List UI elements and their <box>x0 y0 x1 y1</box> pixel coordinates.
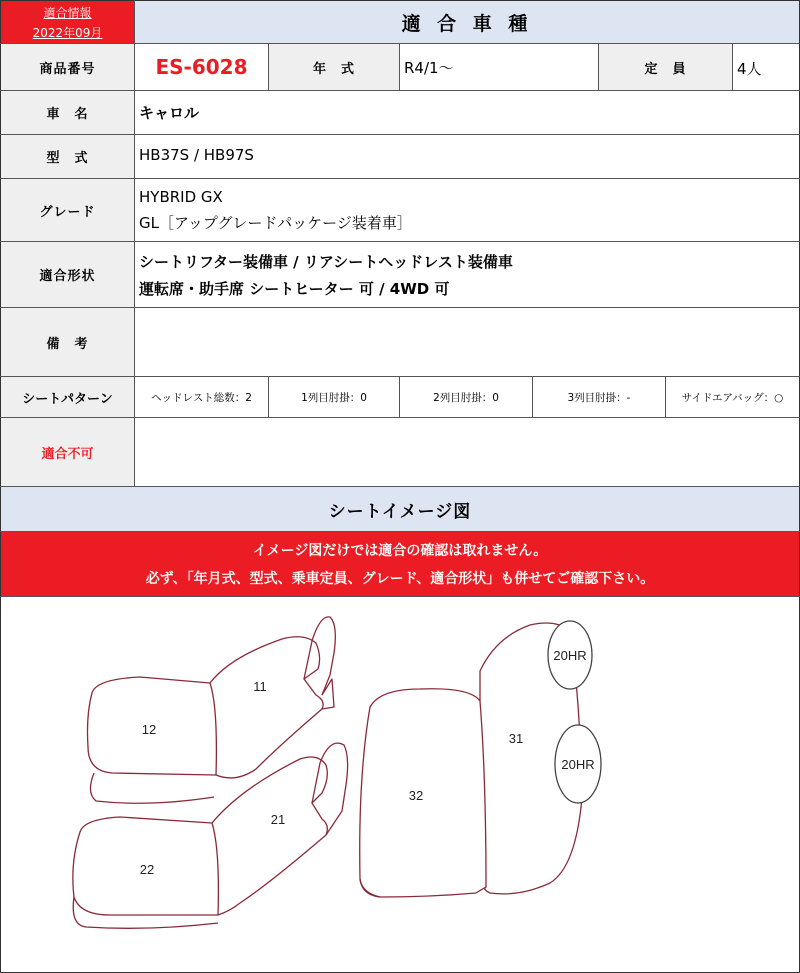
headrest-rear-top <box>312 743 348 835</box>
car-name-value: キャロル <box>139 104 200 122</box>
pattern-airbag: サイドエアバッグ：○ <box>681 391 784 404</box>
shape-value <box>135 242 799 307</box>
pattern-row2-armrest: 2列目肘掛：0 <box>433 391 499 404</box>
seat-label-12: 12 <box>141 722 157 737</box>
year-value: R4/1～ <box>404 58 454 77</box>
capacity-label: 定 員 <box>599 44 732 90</box>
headrest-label-bottom: 20HR <box>561 757 595 772</box>
pattern-row3-armrest: 3列目肘掛：- <box>567 391 631 404</box>
unfit-value <box>135 418 799 486</box>
pattern-label: シートパターン <box>1 377 134 417</box>
capacity-value: 4人 <box>737 60 762 78</box>
shape-line-2: 運転席・助手席 シートヒーター 可 / 4WD 可 <box>139 279 450 298</box>
product-code-label: 商品番号 <box>1 44 134 90</box>
seat-label-32: 32 <box>408 788 424 803</box>
grade-line-1: HYBRID GX <box>139 187 223 206</box>
grade-line-2: GL［アップグレードパッケージ装着車］ <box>139 213 412 232</box>
pattern-row1-armrest: 1列目肘掛：0 <box>301 391 367 404</box>
product-code: ES-6028 <box>155 55 248 79</box>
notes-value <box>135 308 799 376</box>
car-name-label: 車 名 <box>1 91 134 134</box>
seat-part-21 <box>212 757 327 915</box>
seat-label-11: 11 <box>253 679 267 694</box>
seat-label-22: 22 <box>139 862 155 877</box>
badge-title: 適合情報 <box>43 5 92 20</box>
seat-label-31: 31 <box>508 731 524 746</box>
notes-label: 備 考 <box>1 308 134 376</box>
model-value: HB37S / HB97S <box>139 146 254 164</box>
seat-image-title: シートイメージ図 <box>1 487 799 531</box>
warning-line-1: イメージ図だけでは適合の確認は取れません。 <box>252 543 548 559</box>
pattern-headrest: ヘッドレスト総数：2 <box>151 391 252 404</box>
headrest-label-top: 20HR <box>553 648 587 663</box>
grade-label: グレード <box>1 179 134 241</box>
shape-label: 適合形状 <box>1 242 134 307</box>
seat-label-21: 21 <box>270 812 286 827</box>
seat-diagram <box>0 597 800 972</box>
model-label: 型 式 <box>1 135 134 178</box>
warning-line-2: 必ず、「年月式、型式、乗車定員、グレード、適合形状」も併せてご確認下さい。 <box>145 571 655 587</box>
seat-image-warning <box>1 532 799 596</box>
year-label: 年 式 <box>269 44 399 90</box>
grade-value <box>135 179 799 241</box>
badge-date: 2022年09月 <box>32 25 103 40</box>
header-title: 適 合 車 種 <box>135 1 799 43</box>
shape-line-1: シートリフター装備車 / リアシートヘッドレスト装備車 <box>139 252 513 271</box>
unfit-label: 適合不可 <box>1 418 134 486</box>
seat-part-11 <box>210 637 323 778</box>
info-badge <box>1 1 134 43</box>
